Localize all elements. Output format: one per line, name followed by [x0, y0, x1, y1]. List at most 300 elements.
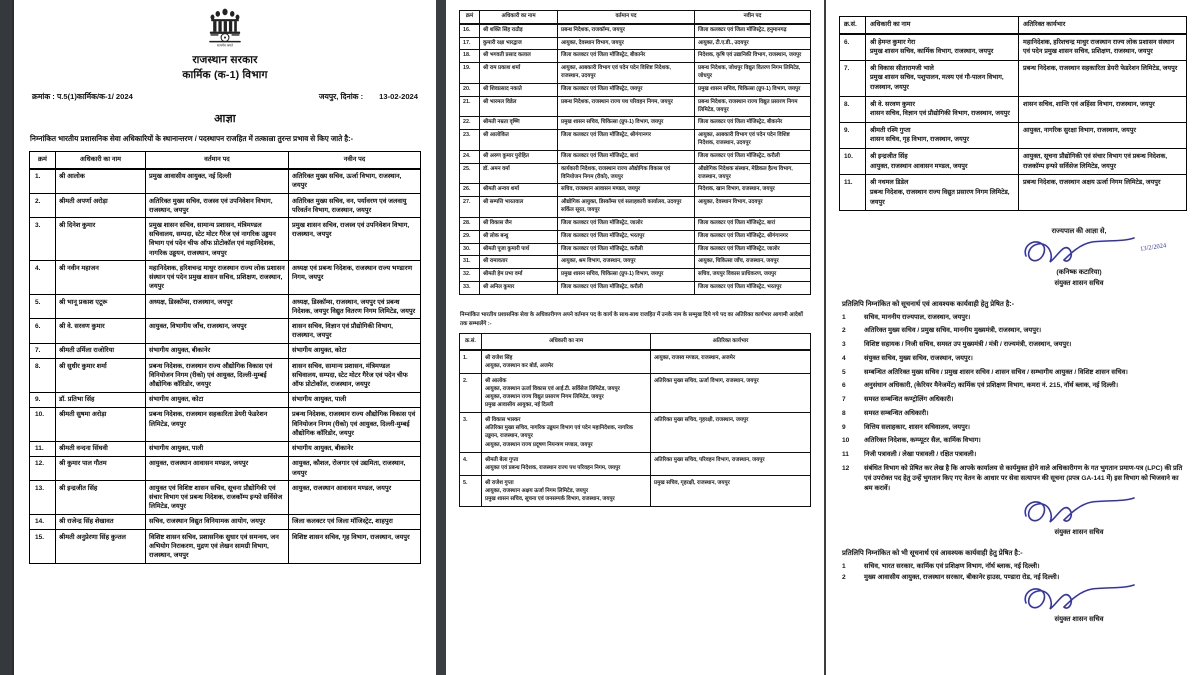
table-row: [30, 169, 421, 194]
row-cell-3: शासन सचिव, विज्ञान एवं प्रौद्योगिकी विभाग, राजस्थान, जयपुर: [289, 319, 421, 343]
row-cell-3: निदेशक, कृषि एवं उद्यानिकी विभाग, राजस्थान, जयपुर: [695, 50, 811, 63]
row-cell-3: शासन सचिव, सामान्य प्रशासन, मंत्रिमण्डल सचिवालय, सम्पदा, स्टेट मोटर गैरेज एवं पदेन चीफ ऑफ प्रोटोकॉल, राजस्थान, जयपुर: [289, 359, 421, 393]
table-row: [30, 407, 421, 441]
signature-scribble-2: [984, 498, 1174, 528]
row-cell-3: विशिष्ट शासन सचिव, गृह विभाग, राजस्थान, जयपुर: [289, 530, 421, 564]
table-row: [30, 481, 421, 515]
officer-name-cell: श्री राजेश गुप्ता आयुक्त, राजस्थान अक्षय ऊर्जा निगम लिमिटेड, जयपुर प्रमुख शासन सचिव, सूचना एवं जनसम्पर्क विभाग, राजस्थान, जयपुर: [482, 475, 651, 506]
row-cell-2: सचिव, राजस्थान आवासन मण्डल, जयपुर: [558, 184, 695, 197]
table-row: [840, 175, 1187, 211]
column-header-2: अतिरिक्त कार्यभार: [1019, 17, 1187, 34]
order-date-value: 13-02-2024: [379, 92, 418, 102]
row-cell-1: श्री नवीन महाजन: [56, 261, 146, 295]
row-cell-3: आयुक्त, देवस्थान विभाग, उदयपुर: [695, 197, 811, 218]
row-serial-number: 28.: [460, 217, 480, 230]
signature-block-2: [984, 498, 1174, 539]
row-serial-number: 9.: [840, 122, 866, 148]
row-cell-1: श्रीमती नम्रता वृष्णि: [480, 117, 558, 130]
additional-charge-cell: प्रबन्ध निदेशक, राजस्थान सहकारिता डेयरी फेडरेशन लिमिटेड, जयपुर: [1019, 60, 1187, 96]
officer-name-cell: श्री वे. सरवण कुमार शासन सचिव, विज्ञान एवं प्रौद्योगिकी विभाग, राजस्थान, जयपुर: [866, 96, 1019, 122]
list-item: [842, 464, 1188, 495]
list-item-text: संबंधित विभाग को प्रेषित कर लेख है कि आपके कार्यालय से कार्यमुक्त होने वाले अधिकारीगण के गत भुगतान प्रमाण-पत्र (LPC) की प्रति एवं उपरोक्त पद हेतु उन्हें भुगतान किए गए वेतन के आधार पर सेवा सत्यापन की सूचना (प्रपत्र GA-141 में) इस विभाग को भिजवाने का श्रम करावें।: [864, 464, 1183, 493]
table-row: [460, 217, 811, 230]
document-page-3[interactable]: [826, 0, 1200, 675]
additional-charge-cell: आयुक्त, राजस्व मण्डल, राजस्थान, अजमेर: [651, 350, 811, 374]
row-cell-3: प्रबन्ध निदेशक, जोधपुर विद्युत वितरण निगम लिमिटेड, जोधपुर: [695, 63, 811, 84]
row-cell-3: आयुक्त, चिकित्सा जाँच, राजस्थान, जयपुर: [695, 256, 811, 269]
list-item: [842, 381, 1188, 391]
row-cell-2: जिला कलक्टर एवं जिला मॉजिस्ट्रेट, करौली: [558, 282, 695, 295]
column-header-1: अधिकारी का नाम: [866, 17, 1019, 34]
table-header-row: [30, 152, 421, 169]
column-header-0: क्रमं: [30, 152, 56, 169]
row-cell-2: जिला कलक्टर एवं जिला मॉजिस्ट्रेट, श्रीगंगानगर: [558, 130, 695, 151]
table-row: [460, 83, 811, 96]
table-row: [30, 218, 421, 261]
row-cell-2: प्रमुख शासन सचिव, चिकित्सा (ग्रुप-1) विभाग, जयपुर: [558, 269, 695, 282]
list-item-number: 2: [842, 574, 846, 582]
officer-name-cell: श्री विकास सीतारामजी भाले प्रमुख शासन सचिव, पशुपालन, मत्स्य एवं गौ-पालन विभाग, राजस्थान, जयपुर: [866, 60, 1019, 96]
column-header-0: क्र.सं.: [460, 334, 482, 350]
list-item-text: अतिरिक्त मुख्य सचिव / प्रमुख सचिव, माननीय मुख्यमंत्री, राजस्थान, जयपुर।: [864, 327, 1042, 335]
column-header-2: वर्तमान पद: [558, 11, 695, 24]
row-cell-3: प्रबन्ध निदेशक, राजस्थान राज्य औद्योगिक विकास एवं विनियोजन निगम (रीको) एवं आयुक्त, दिल्ली-मुम्बई औद्योगिक कॉरिडोर, जयपुर: [289, 407, 421, 441]
row-cell-1: श्रीमती अन्वय शर्मा: [480, 184, 558, 197]
row-serial-number: 12.: [30, 456, 56, 480]
additional-charge-cell: प्रमुख सचिव, गृहरक्षी, राजस्थान, जयपुर: [651, 475, 811, 506]
handwritten-signature-icon: [1018, 236, 1138, 270]
row-serial-number: 2.: [460, 373, 482, 412]
row-cell-2: आयुक्त, विभागीय जाँच, राजस्थान, जयपुर: [146, 319, 289, 343]
row-cell-2: सचिव, राजस्थान विद्युत विनियामक आयोग, जयपुर: [146, 514, 289, 529]
row-cell-2: प्रबन्ध निदेशक, राजस्थान राज्य पथ परिवहन निगम, जयपुर: [558, 96, 695, 117]
row-cell-1: श्री रामावतार: [480, 256, 558, 269]
list-item: [842, 340, 1188, 350]
table-row: [30, 359, 421, 393]
list-item: [842, 395, 1188, 405]
row-cell-2: आयुक्त एवं विशिष्ट शासन सचिव, सूचना प्रौद्योगिकी एवं संचार विभाग एवं प्रबन्ध निदेशक, राजकॉम्प इन्फो सर्विसेज लिमिटेड, जयपुर: [146, 481, 289, 515]
row-cell-2: अतिरिक्त मुख्य सचिव, राजस्व एवं उपनिवेशन विभाग, राजस्थान, जयपुर: [146, 194, 289, 218]
list-item: [842, 436, 1188, 446]
handwritten-signature-icon: [1018, 583, 1138, 617]
row-serial-number: 4.: [30, 261, 56, 295]
row-cell-1: श्री लोक बन्धु: [480, 230, 558, 243]
row-cell-2: जिला कलक्टर एवं जिला मॉजिस्ट्रेट, जालोर: [558, 217, 695, 230]
additional-charge-note: निम्नांकित भारतीय प्रशासनिक सेवा के अधिकारीगण अपने वर्तमान पद के कार्य के साथ-साथ राजहित में उनके नाम के सम्मुख दिये गये पद का अतिरिक्त कार्यभार आगामी आदेशों तक सम्भालेंगे :-: [460, 311, 803, 327]
list-item-text: सचिव, माननीय राज्यपाल, राजस्थान, जयपुर।: [864, 313, 971, 321]
row-serial-number: 3.: [460, 413, 482, 452]
handwritten-signature-icon: [1018, 496, 1138, 530]
row-cell-3: जिला कलक्टर एवं जिला मॉजिस्ट्रेट, बीकानेर: [695, 117, 811, 130]
table-row: [30, 295, 421, 319]
by-order-text: राज्यपाल की आज्ञा से,: [1051, 228, 1107, 236]
row-cell-2: विशिष्ट शासन सचिव, प्रशासनिक सुधार एवं समन्वय, जन अभियोग निराकरण, मुद्रण एवं लेखन सामग्री विभाग, राजस्थान, जयपुर: [146, 530, 289, 564]
list-item-number: 3: [842, 341, 846, 349]
gov-department-line: कार्मिक (क-1) विभाग: [182, 69, 268, 82]
list-item-text: अतिरिक्त निदेशक, कम्प्यूटर सैल, कार्मिक विभाग।: [864, 437, 981, 445]
row-cell-2: जिला कलक्टर एवं जिला मॉजिस्ट्रेट, बीकानेर: [558, 50, 695, 63]
viewer-left-edge: [0, 0, 12, 675]
row-cell-3: जिला कलक्टर एवं जिला मॉजिस्ट्रेट, करौली: [695, 150, 811, 163]
table-row: [460, 197, 811, 218]
list-item: [842, 573, 1188, 583]
list-item-text: संयुक्त सचिव, मुख्य सचिव, राजस्थान, जयपुर।: [864, 354, 973, 362]
row-serial-number: 10.: [30, 407, 56, 441]
signatory-name: (कनिष्क कटारिया): [1056, 269, 1102, 277]
table-row: [30, 261, 421, 295]
row-serial-number: 31.: [460, 256, 480, 269]
list-item: [842, 313, 1188, 323]
table-row: [460, 24, 811, 37]
officer-name-cell: श्री विकास भास्कर अतिरिक्त मुख्य सचिव, नागरिक उड्डयन विभाग एवं पदेन महानिदेशक, नागरिक उड्डयन, राजस्थान, जयपुर आयुक्त, राजस्थान राज्य प्रदूषण नियन्त्रण मण्डल, जयपुर: [482, 413, 651, 452]
officer-name-cell: श्री आलोक आयुक्त, राजस्थान ऊर्जा विकास एवं आई.टी. सर्विसेज लिमिटेड, जयपुर आयुक्त, राजस्थान राज्य विद्युत प्रसारण निगम लिमिटेड, जयपुर प्रमुख आवासीय आयुक्त, नई दिल्ली: [482, 373, 651, 412]
table-row: [460, 452, 811, 475]
table-row: [840, 34, 1187, 61]
officer-name-cell: श्री हेमन्त कुमार गेरा प्रमुख शासन सचिव, कार्मिक विभाग, राजस्थान, जयपुर: [866, 34, 1019, 61]
table-row: [460, 256, 811, 269]
list-item: [842, 409, 1188, 419]
row-cell-3: आयुक्त, राजस्थान आवासन मण्डल, जयपुर: [289, 481, 421, 515]
additional-charge-cell: महानिदेशक, हरिशचन्द्र माथुर राजस्थान राज्य लोक प्रशासन संस्थान एवं पदेन प्रमुख शासन सचिव, प्रशिक्षण, राजस्थान, जयपुर: [1019, 34, 1187, 61]
row-serial-number: 3.: [30, 218, 56, 261]
additional-charge-table-page2: [459, 333, 811, 507]
table-row: [460, 350, 811, 374]
row-serial-number: 2.: [30, 194, 56, 218]
place-date-label: जयपुर, दिनांक :: [318, 92, 364, 102]
row-cell-3: प्रमुख शासन सचिव, राजस्व एवं उपनिवेशन विभाग, राजस्थान, जयपुर: [289, 218, 421, 261]
row-cell-2: आयुक्त, श्रम विभाग, राजस्थान, जयपुर: [558, 256, 695, 269]
row-cell-1: डॉ. प्रतिभा सिंह: [56, 392, 146, 407]
officer-name-cell: श्री राजेश सिंह आयुक्त, राजस्थान कर बोर्ड, अजमेर: [482, 350, 651, 374]
row-cell-1: श्रीमती अनुप्रेरणा सिंह कुन्तल: [56, 530, 146, 564]
column-header-0: क्र.सं.: [840, 17, 866, 34]
row-serial-number: 20.: [460, 83, 480, 96]
list-item: [842, 368, 1188, 378]
list-item-number: 4: [842, 354, 846, 362]
row-serial-number: 6.: [30, 319, 56, 343]
row-cell-1: श्रीमती वन्दना सिंघवी: [56, 441, 146, 456]
row-cell-2: आयुक्त, राजस्थान आवासन मण्डल, जयपुर: [146, 456, 289, 480]
order-title: आज्ञा: [214, 113, 236, 126]
table-row: [30, 343, 421, 358]
list-item: [842, 423, 1188, 433]
signature-scribble-3: [984, 585, 1174, 615]
table-row: [840, 149, 1187, 175]
row-serial-number: 29.: [460, 230, 480, 243]
signature-block-3: [984, 585, 1174, 626]
officer-name-cell: श्री नथमल डिडेल प्रबन्ध निदेशक, राजस्थान राज्य विद्युत प्रसारण निगम लिमिटेड, जयपुर: [866, 175, 1019, 211]
row-cell-3: निदेशक, खान विभाग, राजस्थान, जयपुर: [695, 184, 811, 197]
row-cell-2: जिला कलक्टर एवं जिला मॉजिस्ट्रेट, बारां: [558, 150, 695, 163]
row-cell-3: जिला कलक्टर एवं जिला मॉजिस्ट्रेट, बारां: [695, 217, 811, 230]
table-row: [460, 163, 811, 184]
table-header-row: [460, 334, 811, 350]
row-serial-number: 8.: [840, 96, 866, 122]
row-cell-2: महानिदेशक, हरिशचन्द्र माथुर राजस्थान राज्य लोक प्रशासन संस्थान एवं पदेन प्रमुख शासन सचिव, प्रशिक्षण, राजस्थान, जयपुर: [146, 261, 289, 295]
document-page-1[interactable]: [12, 0, 436, 675]
list-item-number: 6: [842, 382, 846, 390]
table-row: [460, 150, 811, 163]
row-cell-3: संभागीय आयुक्त, पाली: [289, 392, 421, 407]
order-intro-text: निम्नांकित भारतीय प्रशासनिक सेवा अधिकारियों के स्थानान्तरण / पदस्थापन राजहित में तत्काल्रा तुरन्त प्रभाव से किए जाते है:-: [30, 134, 354, 144]
row-cell-1: डॉ. अमन वर्मा: [480, 163, 558, 184]
additional-charge-cell: शासन सचिव, शान्ति एवं अहिंसा विभाग, राजस्थान, जयपुर: [1019, 96, 1187, 122]
row-serial-number: 27.: [460, 197, 480, 218]
row-serial-number: 7.: [30, 343, 56, 358]
officer-name-cell: श्रीमती रश्मि गुप्ता शासन सचिव, गृह विभाग, राजस्थान, जयपुर: [866, 122, 1019, 148]
row-cell-1: श्री अरुण कुमार पुरोहित: [480, 150, 558, 163]
table-row: [460, 373, 811, 412]
row-cell-1: श्री राजेन्द्र सिंह शेखावत: [56, 514, 146, 529]
document-header: [14, 0, 436, 83]
row-serial-number: 21.: [460, 96, 480, 117]
row-cell-1: श्री भानू प्रकाश एटूरू: [56, 295, 146, 319]
row-serial-number: 22.: [460, 117, 480, 130]
list-item-number: 7: [842, 396, 846, 404]
row-cell-1: श्रीमती हेम प्रभा वर्मा: [480, 269, 558, 282]
row-cell-2: जिला कलक्टर एवं जिला मॉजिस्ट्रेट, भरतपुर: [558, 230, 695, 243]
row-serial-number: 5.: [460, 475, 482, 506]
row-serial-number: 23.: [460, 130, 480, 151]
row-cell-3: जिला कलक्टर एवं जिला मॉजिस्ट्रेट, श्रीगंगानगर: [695, 230, 811, 243]
row-serial-number: 24.: [460, 150, 480, 163]
row-serial-number: 8.: [30, 359, 56, 393]
list-item-text: वित्तिय सलाहकार, शासन सचिवालय, जयपुर।: [864, 423, 971, 431]
column-header-2: वर्तमान पद: [146, 152, 289, 169]
table-row: [840, 60, 1187, 96]
list-item-number: 5: [842, 368, 846, 376]
row-cell-1: श्री भगवती प्रसाद कलाल: [480, 50, 558, 63]
copy-distribution-heading-1: प्रतिलिपि निम्नांकित को सूचनार्थ एवं आवश्यक कार्यवाही हेतु प्रेषित है:-: [842, 300, 1014, 308]
row-cell-2: प्रबन्ध निदेशक, राजस्थान राज्य औद्योगिक विकास एवं विनियोजन निगम (रीको) एवं आयुक्त, दिल्ली-मुम्बई औद्योगिक कॉरिडोर, जयपुर: [146, 359, 289, 393]
list-item-text: अनुसंधान अधिकारी, (केरियर मैनेजमेंट) कार्मिक एवं प्रशिक्षण विभाग, कमरा नं. 215, नॉर्थ ब्लाक, नई दिल्ली।: [864, 382, 1119, 390]
row-serial-number: 16.: [460, 24, 480, 37]
row-serial-number: 11.: [840, 175, 866, 211]
row-cell-1: श्री सुधीर कुमार शर्मा: [56, 359, 146, 393]
list-item-number: 11: [842, 450, 849, 458]
row-serial-number: 4.: [460, 452, 482, 475]
row-serial-number: 1.: [460, 350, 482, 374]
signature-date: 13/2/2024: [1139, 242, 1167, 253]
copy-distribution-list-2: [826, 562, 1200, 584]
officer-name-cell: श्री इन्द्रजीत सिंह आयुक्त, राजस्थान आवासन मण्डल, जयपुर: [866, 149, 1019, 175]
row-cell-3: आयुक्त, आबकारी विभाग एवं पदेन पदेन विशिष्ट निदेशक, राजस्थान, उदयपुर: [695, 130, 811, 151]
table-row: [460, 184, 811, 197]
table-header-row: [460, 11, 811, 24]
table-row: [840, 122, 1187, 148]
row-serial-number: 10.: [840, 149, 866, 175]
row-cell-2: औद्योगिक आयुक्त, डिस्कॉम्स एवं सलाहकारी कार्यालय, उदयपुर सर्किल सूरत, जयपुर: [558, 197, 695, 218]
additional-charge-table-page3: [839, 16, 1187, 211]
table-header-row: [840, 17, 1187, 34]
list-item-text: मुख्य आवासीय आयुक्त, राजस्थान सरकार, बीकानेर हाउस, पण्डारा रोड, नई दिल्ली।: [864, 574, 1060, 582]
additional-charge-cell: प्रबन्ध निदेशक, राजस्थान अक्षय ऊर्जा निगम लिमिटेड, जयपुर: [1019, 175, 1187, 211]
row-cell-1: कुमारी रक्षा भारद्वाज: [480, 37, 558, 50]
row-cell-1: श्री कुमार पाल गौतम: [56, 456, 146, 480]
list-item-number: 9: [842, 423, 846, 431]
row-cell-1: श्री विकास जैन: [480, 217, 558, 230]
transfer-table-page2: [459, 10, 811, 295]
row-cell-3: जिला कलक्टर एवं जिला मॉजिस्ट्रेट, जालोर: [695, 243, 811, 256]
copy-distribution-list-1: [826, 313, 1200, 495]
list-item-number: 8: [842, 409, 846, 417]
signature-block-1: [984, 227, 1174, 290]
row-cell-2: प्रमुख शासन सचिव, सामान्य प्रशासन, मंत्रिमण्डल सचिवालय, सम्पदा, स्टेट मोटर गैरेज एवं नागरिक उड्डयन विभाग एवं पदेन चीफ ऑफ प्रोटोकॉल एवं महानिदेशक, नागरिक उड्डयन, राजस्थान, जयपुर: [146, 218, 289, 261]
row-cell-3: अध्यक्ष, डिस्कॉम्स, राजस्थान, जयपुर एवं प्रबन्ध निदेशक, जयपुर विद्युत वितरण निगम लिमिटेड, जयपुर: [289, 295, 421, 319]
table-row: [460, 96, 811, 117]
list-item-number: 1: [842, 313, 846, 321]
column-header-3: नवीन पद: [695, 11, 811, 24]
row-serial-number: 7.: [840, 60, 866, 96]
additional-charge-cell: अतिरिक्त मुख्य सचिव, परिवहन विभाग, राजस्थान, जयपुर: [651, 452, 811, 475]
row-cell-2: अध्यक्ष, डिस्कॉम्स, राजस्थान, जयपुर: [146, 295, 289, 319]
row-cell-1: श्री भारमल विडेल: [480, 96, 558, 117]
file-number-value: प.5(1)कार्मिक/क-1/ 2024: [56, 92, 133, 102]
row-serial-number: 9.: [30, 392, 56, 407]
row-cell-1: श्री शिवप्रसाद नकाते: [480, 83, 558, 96]
row-cell-3: अतिरिक्त मुख्य सचिव, वन, पर्यावरण एवं जलवायु परिवर्तन विभाग, राजस्थान, जयपुर: [289, 194, 421, 218]
additional-charge-cell: अतिरिक्त मुख्य सचिव, ऊर्जा विभाग, राजस्थान, जयपुर: [651, 373, 811, 412]
row-cell-3: प्रबन्ध निदेशक, राजस्थान राज्य विद्युत प्रसारण निगम लिमिटेड, जयपुर: [695, 96, 811, 117]
row-cell-1: श्रीमती अपर्णा अरोड़ा: [56, 194, 146, 218]
column-header-1: अधिकारी का नाम: [56, 152, 146, 169]
additional-charge-cell: आयुक्त, नागरिक सुरक्षा विभाग, राजस्थान, जयपुर: [1019, 122, 1187, 148]
document-meta-row: [14, 83, 436, 102]
row-cell-3: जिला कलक्टर एवं जिला मॉजिस्ट्रेट, शाहपुरा: [289, 514, 421, 529]
table-row: [460, 63, 811, 84]
row-cell-1: श्री शक्ति सिंह राठौड़: [480, 24, 558, 37]
row-serial-number: 25.: [460, 163, 480, 184]
list-item: [842, 562, 1188, 572]
table-row: [30, 456, 421, 480]
row-serial-number: 33.: [460, 282, 480, 295]
table-row: [460, 475, 811, 506]
row-serial-number: 1.: [30, 169, 56, 194]
table-row: [460, 243, 811, 256]
table-row: [460, 413, 811, 452]
row-serial-number: 5.: [30, 295, 56, 319]
row-cell-2: कार्यकारी निदेशक, राजस्थान राज्य औद्योगिक विकास एवं विनियोजन निगम (रीको), जयपुर: [558, 163, 695, 184]
table-row: [30, 441, 421, 456]
transfer-table-page1: [29, 151, 421, 563]
row-serial-number: 18.: [460, 50, 480, 63]
list-item-number: 1: [842, 562, 846, 570]
row-serial-number: 15.: [30, 530, 56, 564]
row-cell-3: अतिरिक्त मुख्य सचिव, ऊर्जा विभाग, राजस्थान, जयपुर: [289, 169, 421, 194]
table-row: [460, 230, 811, 243]
list-item-number: 2: [842, 327, 846, 335]
column-header-3: नवीन पद: [289, 152, 421, 169]
row-cell-3: जिला कलक्टर एवं जिला मॉजिस्ट्रेट, भरतपुर: [695, 282, 811, 295]
row-cell-3: सचिव, जयपुर विकास प्राधिकरण, जयपुर: [695, 269, 811, 282]
list-item-number: 12: [842, 464, 850, 472]
list-item: [842, 450, 1188, 460]
column-header-1: अधिकारी का नाम: [480, 11, 558, 24]
row-cell-1: श्री वे. सरवण कुमार: [56, 319, 146, 343]
row-cell-2: संभागीय आयुक्त, बीकानेर: [146, 343, 289, 358]
row-cell-1: श्री दिनेश कुमार: [56, 218, 146, 261]
row-cell-3: प्रमुख शासन सचिव, चिकित्सा (ग्रुप-1) विभाग, जयपुर: [695, 83, 811, 96]
row-serial-number: 11.: [30, 441, 56, 456]
row-cell-1: श्री अनिल कुमार: [480, 282, 558, 295]
row-serial-number: 6.: [840, 34, 866, 61]
row-cell-3: संभागीय आयुक्त, कोटा: [289, 343, 421, 358]
row-serial-number: 17.: [460, 37, 480, 50]
table-row: [460, 269, 811, 282]
row-cell-2: संभागीय आयुक्त, पाली: [146, 441, 289, 456]
additional-charge-cell: अतिरिक्त मुख्य सचिव, गृहरक्षी, राजस्थान, जयपुर: [651, 413, 811, 452]
copy-distribution-heading-2: प्रतिलिपि निम्नांकित को भी सूचनार्थ एवं आवश्यक कार्यवाही हेतु प्रेषित है:-: [842, 549, 1023, 557]
row-cell-2: आयुक्त, देवस्थान विभाग, जयपुर: [558, 37, 695, 50]
row-serial-number: 14.: [30, 514, 56, 529]
column-header-2: अतिरिक्त कार्यभार: [651, 334, 811, 350]
table-row: [30, 530, 421, 564]
list-item-number: 10: [842, 437, 850, 445]
row-cell-2: प्रबन्ध निदेशक, राजकॉम्प, जयपुर: [558, 24, 695, 37]
page-gutter-1: [437, 0, 446, 675]
table-row: [30, 319, 421, 343]
list-item-text: सचिव, भारत सरकार, कार्मिक एवं प्रशिक्षण विभाग, नॉर्थ ब्लाक, नई दिल्ली।: [864, 562, 1040, 570]
list-item-text: समस्त सम्बन्धित अधिकारी।: [864, 409, 929, 417]
list-item: [842, 354, 1188, 364]
row-cell-3: संभागीय आयुक्त, बीकानेर: [289, 441, 421, 456]
row-cell-2: आयुक्त, आबकारी विभाग एवं पदेन पदेन विशिष्ट निदेशक, राजस्थान, उदयपुर: [558, 63, 695, 84]
row-cell-2: प्रमुख आवासीय आयुक्त, नई दिल्ली: [146, 169, 289, 194]
row-serial-number: 32.: [460, 269, 480, 282]
row-cell-3: आयुक्त, टी.ए.डी., उदयपुर: [695, 37, 811, 50]
gov-name-line-1: राजस्थान सरकार: [192, 54, 258, 66]
row-cell-1: श्री आलोक: [56, 169, 146, 194]
list-item-text: निजी पत्रावली / लेखा पत्रावली / रक्षित पत्रावली।: [864, 450, 977, 458]
table-row: [30, 514, 421, 529]
table-row: [460, 130, 811, 151]
officer-name-cell: श्रीमती बेला गुप्ता आयुक्त एवं प्रबन्ध निदेशक, राजस्थान राज्य पथ परिवहन निगम, जयपुर: [482, 452, 651, 475]
table-row: [30, 194, 421, 218]
row-cell-1: श्रीमती सुषमा अरोड़ा: [56, 407, 146, 441]
row-cell-1: श्री सम्पत्ति भारतवाल: [480, 197, 558, 218]
row-cell-2: संभागीय आयुक्त, कोटा: [146, 392, 289, 407]
list-item: [842, 326, 1188, 336]
row-cell-3: जिला कलक्टर एवं जिला मॉजिस्ट्रेट, हनुमानगढ़: [695, 24, 811, 37]
table-row: [460, 282, 811, 295]
row-cell-2: प्रबन्ध निदेशक, राजस्थान सहकारिता डेयरी फेडरेशन लिमिटेड, जयपुर: [146, 407, 289, 441]
list-item-text: समस्त सम्बन्धित कण्ट्रोलिंग अधिकारी।: [864, 396, 954, 404]
table-row: [30, 392, 421, 407]
row-serial-number: 13.: [30, 481, 56, 515]
svg-text:सत्यमेव जयते: सत्यमेव जयते: [217, 43, 233, 48]
table-row: [840, 96, 1187, 122]
signatory-designation-2: संयुक्त शासन सचिव: [1054, 528, 1104, 536]
row-serial-number: 30.: [460, 243, 480, 256]
list-item-text: सम्बन्धित अतिरिक्त मुख्य सचिव / प्रमुख शासन सचिव / शासन सचिव / सम्भागीय आयुक्त / विशिष्ट शासन सचिव।: [864, 368, 1128, 376]
file-number-label: क्रमांक :: [32, 92, 55, 102]
row-cell-2: जिला कलक्टर एवं जिला मॉजिस्ट्रेट, जयपुर: [558, 83, 695, 96]
row-serial-number: 26.: [460, 184, 480, 197]
table-row: [460, 37, 811, 50]
signatory-designation: संयुक्त शासन सचिव: [1054, 279, 1104, 287]
additional-charge-cell: आयुक्त, सूचना प्रौद्योगिकी एवं संचार विभाग एवं प्रबन्ध निदेशक, राजकॉम्प इन्फो सर्विसेज लिमिटेड, जयपुर: [1019, 149, 1187, 175]
list-item-text: विशिष्ट सहायक / निजी सचिव, समस्त उप मुख्यमंत्री / मंत्री / राज्यमंत्री, राजस्थान, जयपुर।: [864, 341, 1072, 349]
document-page-2[interactable]: [446, 0, 824, 675]
column-header-1: अधिकारी का नाम: [482, 334, 651, 350]
row-cell-1: श्री इन्द्रजीत सिंह: [56, 481, 146, 515]
row-cell-1: श्रीमती उर्मिला राजोरिया: [56, 343, 146, 358]
row-cell-1: श्रीमती पूजा कुमारी पार्थ: [480, 243, 558, 256]
row-cell-3: आयुक्त, कौशल, रोजगार एवं उद्यमिता, राजस्थान, जयपुर: [289, 456, 421, 480]
column-header-0: क्रमं: [460, 11, 480, 24]
national-emblem-icon: [205, 6, 245, 52]
row-cell-1: श्री आलोकित: [480, 130, 558, 151]
